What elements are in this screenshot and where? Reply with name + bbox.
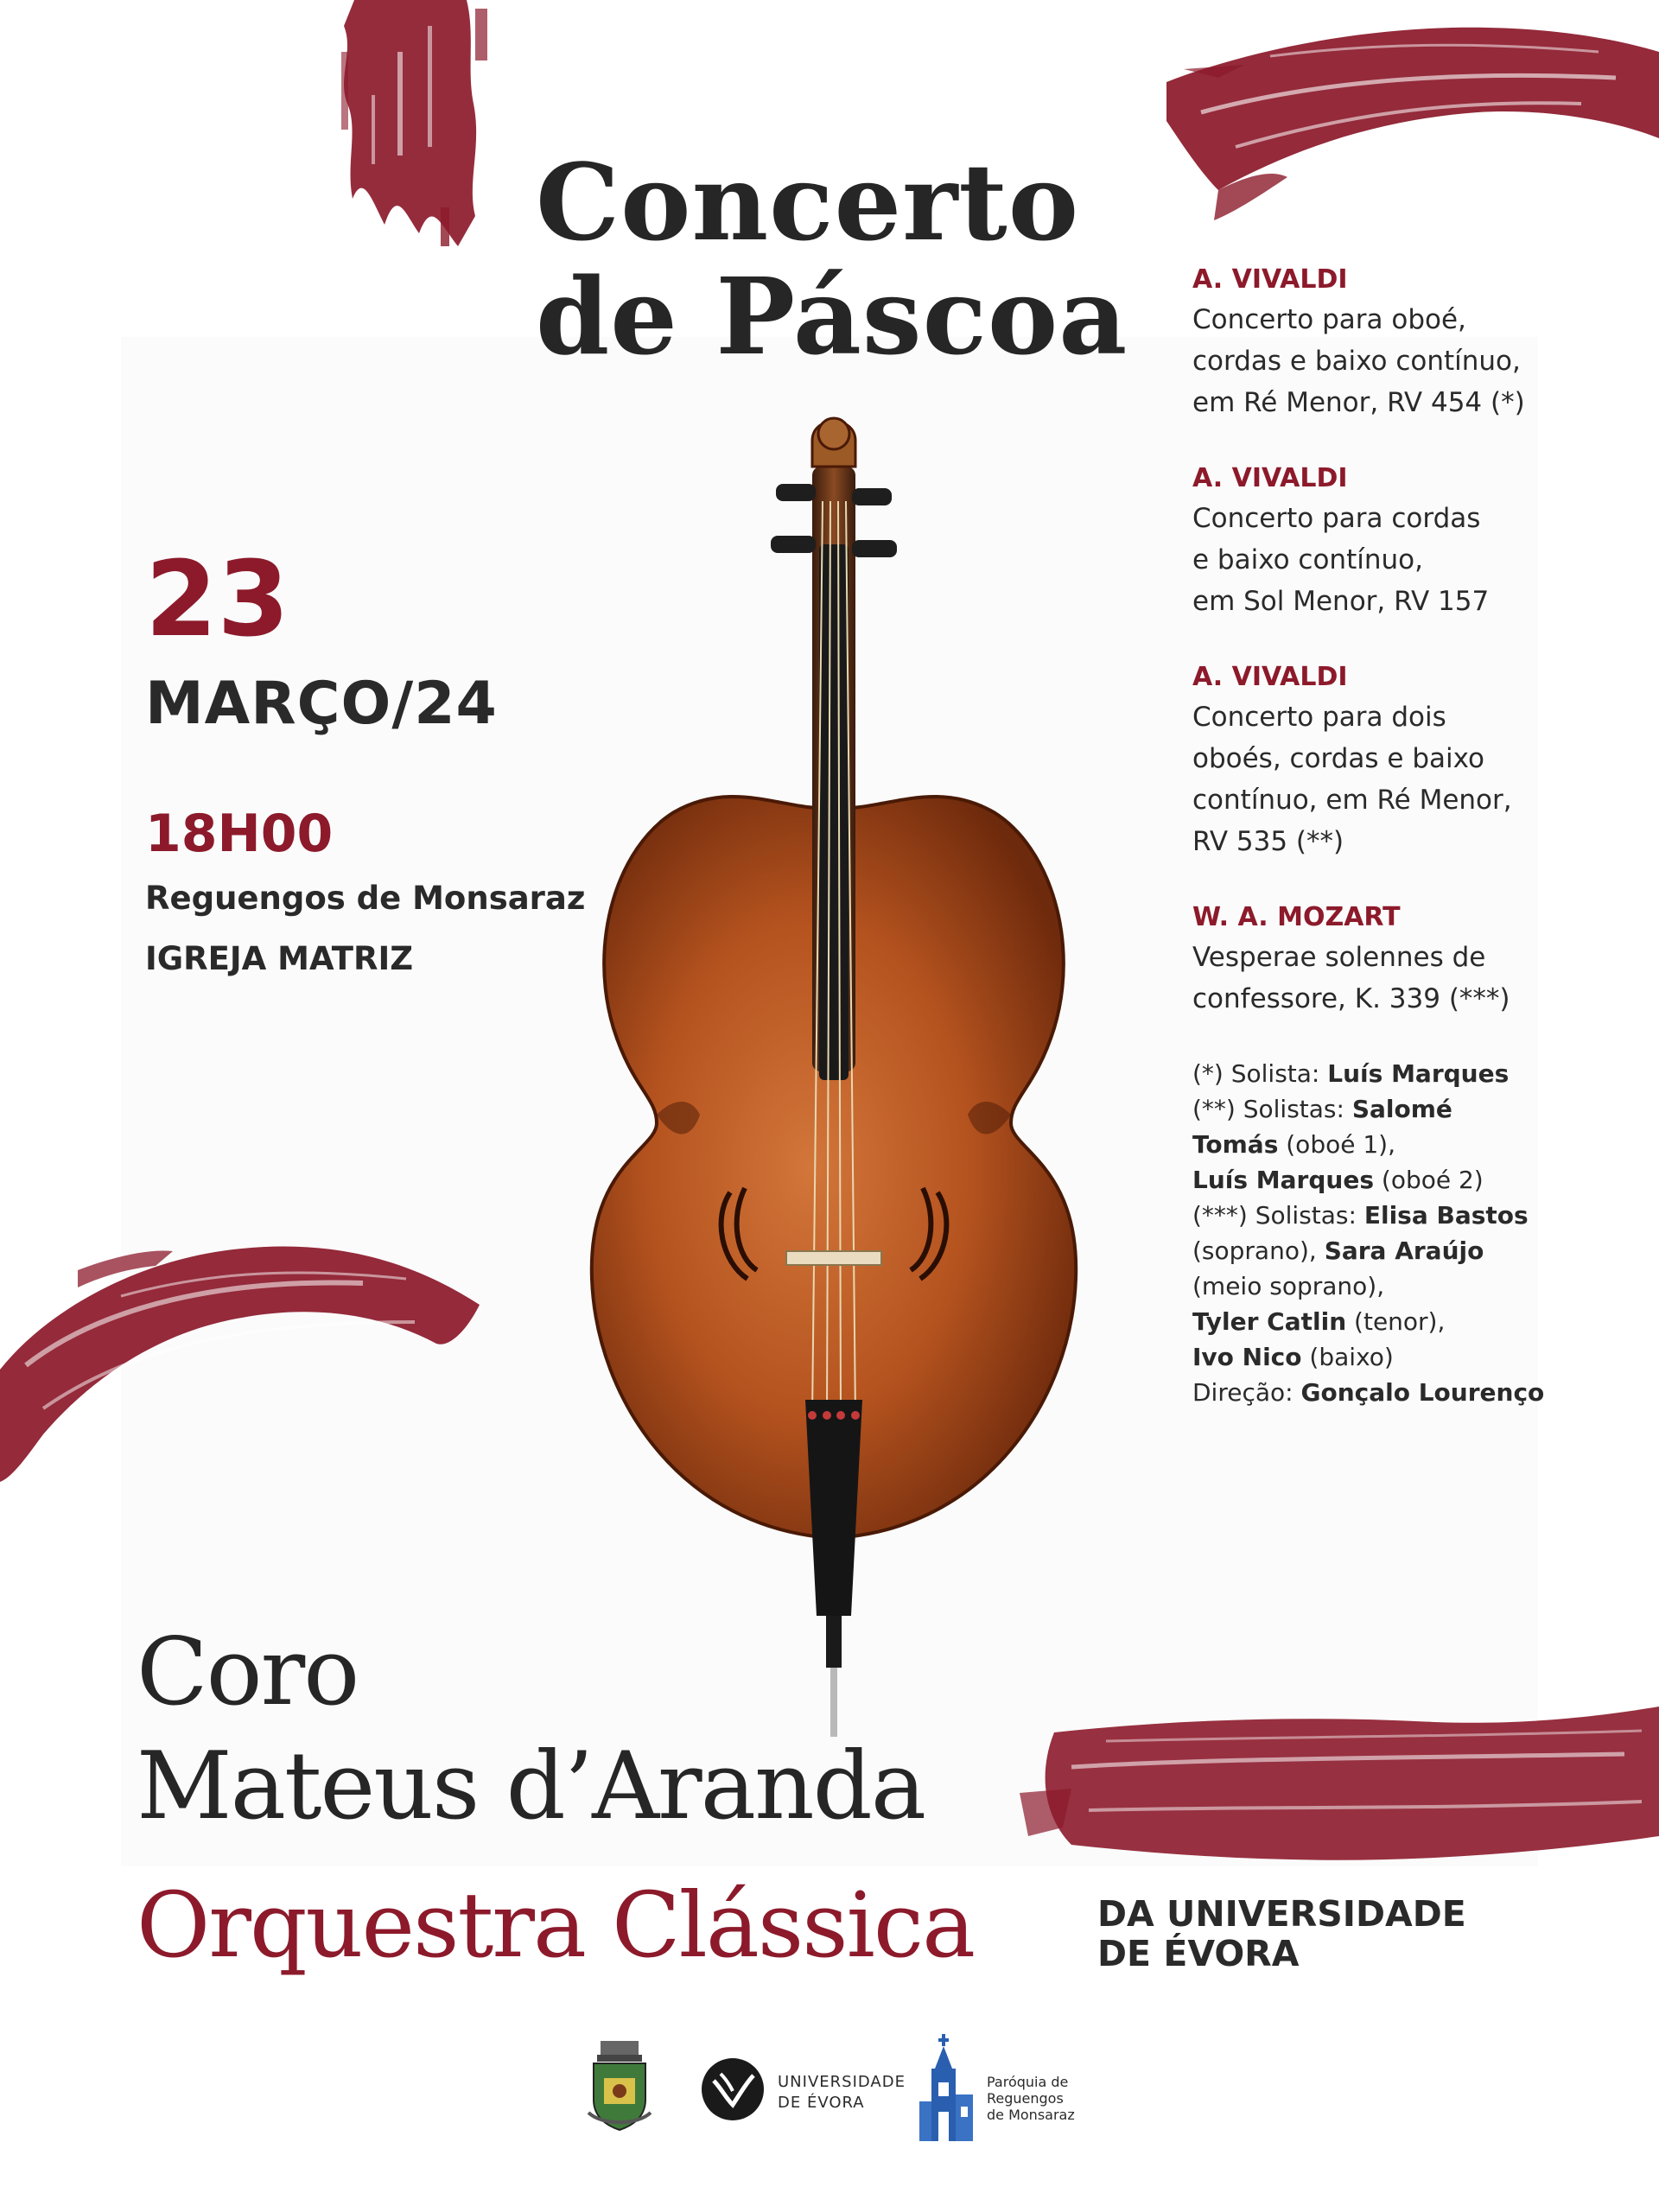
- composer-name: A. VIVALDI: [1192, 264, 1348, 295]
- credit-line: [1192, 1162, 1555, 1198]
- work-title-line: Vesperae solennes de: [1192, 942, 1486, 973]
- credit-line: [1192, 1198, 1555, 1233]
- event-month-year: MARÇO/24: [145, 670, 498, 738]
- event-time: 18H00: [145, 804, 334, 864]
- work-title-line: Concerto para dois: [1192, 702, 1446, 733]
- credit-role: (baixo): [1301, 1343, 1394, 1371]
- composer-name: A. VIVALDI: [1192, 662, 1348, 692]
- parish-text: [987, 2074, 1075, 2123]
- university-evora-text-line2: DE ÉVORA: [778, 2094, 865, 2112]
- work-title-line: contínuo, em Ré Menor,: [1192, 785, 1512, 816]
- composer-name: A. VIVALDI: [1192, 463, 1348, 493]
- work-title-line: cordas e baixo contínuo,: [1192, 346, 1521, 377]
- brush-stroke-bottom-right: [1020, 1707, 1659, 1888]
- program-item: [1192, 460, 1555, 622]
- choir-name-line1: Coro: [137, 1618, 359, 1726]
- municipality-crest-logo: [585, 2039, 654, 2134]
- credit-label: (***) Solistas:: [1192, 1201, 1364, 1230]
- main-title-line2: de Páscoa: [536, 254, 1128, 378]
- credit-line: [1192, 1304, 1555, 1339]
- brush-stroke-top-left: [337, 0, 501, 251]
- main-title: [536, 140, 1175, 378]
- composer-name: W. A. MOZART: [1192, 902, 1401, 932]
- orchestra-affiliation-line2: DE ÉVORA: [1097, 1933, 1300, 1974]
- parish-text-line3: de Monsaraz: [987, 2107, 1075, 2123]
- parish-text-line1: Paróquia de: [987, 2074, 1069, 2090]
- performer-name: Tomás: [1192, 1130, 1279, 1159]
- orchestra-affiliation-line1: DA UNIVERSIDADE: [1097, 1893, 1466, 1935]
- performer-name: Salomé: [1351, 1095, 1452, 1123]
- university-evora-icon: [700, 2056, 766, 2122]
- work-title-line: oboés, cordas e baixo: [1192, 743, 1485, 774]
- credit-role: (oboé 1),: [1278, 1130, 1395, 1159]
- credit-line: [1192, 1056, 1555, 1091]
- work-title-line: RV 535 (**): [1192, 826, 1344, 857]
- credit-line: [1192, 1127, 1555, 1162]
- credit-line: [1192, 1339, 1555, 1375]
- performer-name: Tyler Catlin: [1192, 1307, 1347, 1336]
- university-evora-text: [778, 2072, 906, 2113]
- work-title-line: Concerto para cordas: [1192, 503, 1481, 534]
- credit-role: (meio soprano),: [1192, 1272, 1385, 1300]
- work-title-line: e baixo contínuo,: [1192, 544, 1423, 575]
- work-title-line: Concerto para oboé,: [1192, 304, 1466, 335]
- credit-role: (tenor),: [1346, 1307, 1446, 1336]
- credit-label: (**) Solistas:: [1192, 1095, 1352, 1123]
- orchestra-affiliation: [1097, 1894, 1466, 1974]
- performer-name: Luís Marques: [1327, 1059, 1510, 1088]
- choir-name: [137, 1616, 925, 1844]
- event-town: Reguengos de Monsaraz: [145, 880, 586, 917]
- sponsor-logos: [0, 2022, 1659, 2160]
- program-item: [1192, 899, 1555, 1020]
- credit-line: [1192, 1268, 1555, 1304]
- cello-image: [553, 406, 1115, 1754]
- performer-name: Sara Araújo: [1324, 1236, 1484, 1265]
- main-title-line1: Concerto: [536, 140, 1080, 264]
- performer-name: Ivo Nico: [1192, 1343, 1302, 1371]
- credit-line: [1192, 1233, 1555, 1268]
- brush-stroke-left: [0, 1218, 484, 1486]
- parish-text-line2: Reguengos: [987, 2090, 1064, 2107]
- work-title-line: confessore, K. 339 (***): [1192, 983, 1510, 1014]
- brush-stroke-top-right: [1166, 17, 1659, 225]
- credit-line: [1192, 1091, 1555, 1127]
- credit-line: [1192, 1375, 1555, 1410]
- credit-label: Direção:: [1192, 1378, 1301, 1407]
- performer-name: Elisa Bastos: [1363, 1201, 1529, 1230]
- work-title-line: em Sol Menor, RV 157: [1192, 586, 1490, 617]
- program-item: [1192, 261, 1555, 423]
- work-title-line: em Ré Menor, RV 454 (*): [1192, 387, 1525, 418]
- event-day: 23: [145, 540, 289, 660]
- university-evora-text-line1: UNIVERSIDADE: [778, 2073, 906, 2091]
- soloists-credits: [1192, 1056, 1555, 1410]
- credit-role: (oboé 2): [1374, 1166, 1484, 1194]
- event-venue: IGREJA MATRIZ: [145, 940, 414, 977]
- church-icon: [916, 2034, 976, 2143]
- performer-name: Gonçalo Lourenço: [1300, 1378, 1545, 1407]
- credit-label: (*) Solista:: [1192, 1059, 1328, 1088]
- performer-name: Luís Marques: [1192, 1166, 1374, 1194]
- program-list: [1192, 261, 1555, 1410]
- orchestra-name: Orquestra Clássica: [137, 1872, 975, 1978]
- credit-role: (soprano),: [1192, 1236, 1325, 1265]
- program-item: [1192, 658, 1555, 862]
- parish-logo: [916, 2034, 1106, 2146]
- choir-name-line2: Mateus d’Aranda: [137, 1732, 925, 1840]
